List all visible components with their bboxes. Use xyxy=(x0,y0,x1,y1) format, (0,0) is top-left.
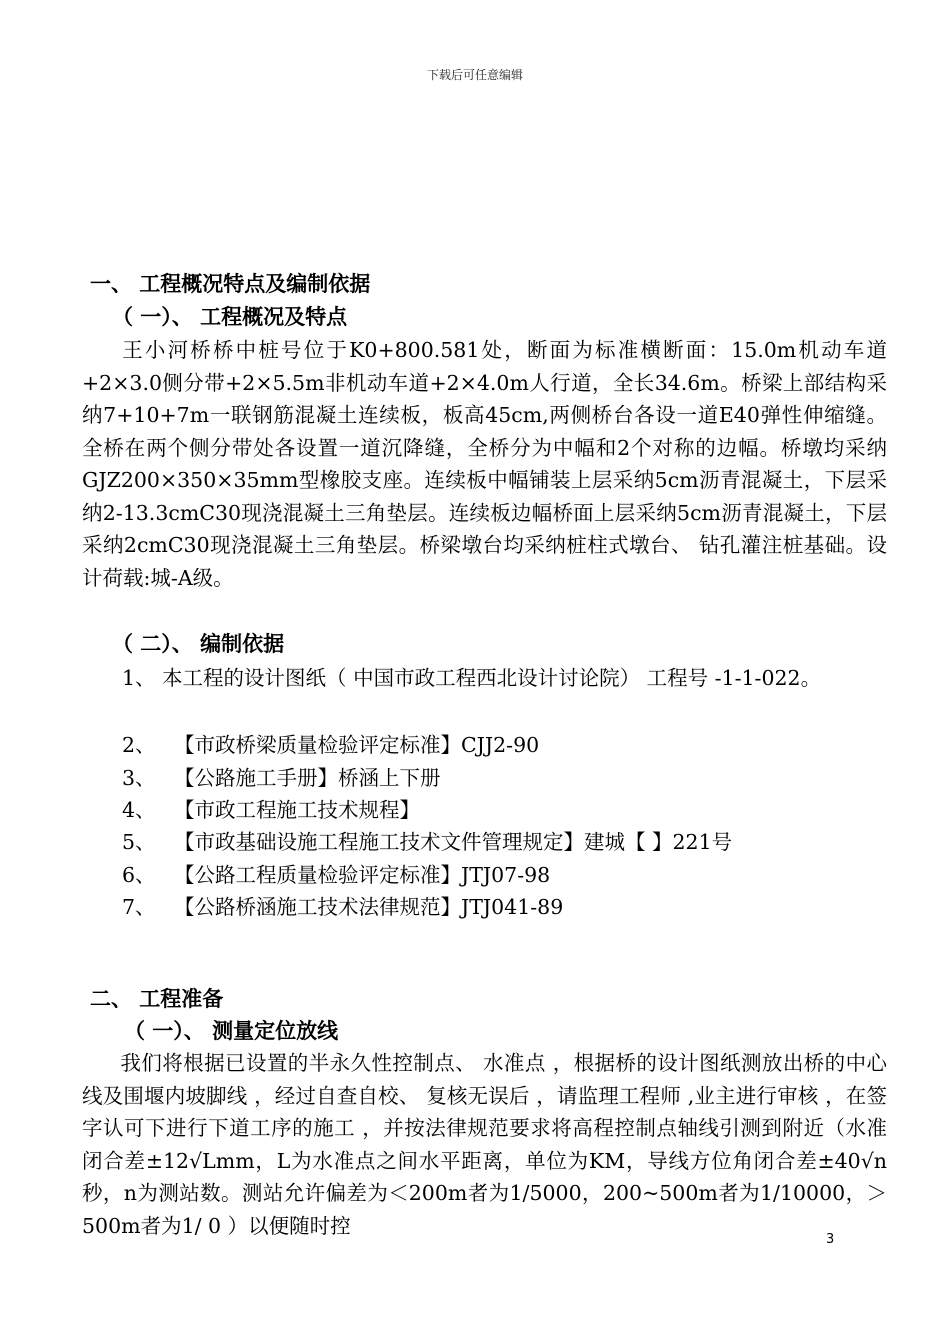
section-1-title: 一、 工程概况特点及编制依据 xyxy=(90,272,371,296)
reference-text: 【市政桥梁质量检验评定标准】CJJ2-90 xyxy=(174,733,540,757)
section-2-sub-1-paragraph xyxy=(82,1047,887,1242)
header-note: 下载后可任意编辑 xyxy=(426,68,523,82)
reference-item-6 xyxy=(122,858,550,888)
reference-text: 【市政基础设施工程施工技术文件管理规定】建城【 】221号 xyxy=(174,830,733,854)
section-2-title: 二、 工程准备 xyxy=(90,987,224,1011)
paragraph-text: 我们将根据已设置的半永久性控制点、 水准点 ，根据桥的设计图纸测放出桥的中心线及围堰内坡脚线 ，经过自查自校、 复核无误后 ，请监理工程师 ,业主进行审核 ，在签字认可下进行下道工序的施工 ，并按法律规范要求将高程控制点轴线引测到附近（水准闭合差±12√Lmm，L为水准点之间水平距离，单位为KM，导线方位角闭合差±40√n秒，n为测站数。测站允许偏差为＜200m者为1/5000，200~500m者为1/10000，＞500m者为1/ 0 ）以便随时控 xyxy=(82,1051,887,1238)
reference-text: 【市政工程施工技术规程】 xyxy=(174,798,420,822)
section-1-sub-1-paragraph xyxy=(82,334,887,594)
reference-number: 2、 xyxy=(122,733,156,757)
reference-text: 【公路工程质量检验评定标准】JTJ07-98 xyxy=(174,863,551,887)
reference-item-2 xyxy=(122,728,539,758)
reference-text: 【公路桥涵施工技术法律规范】JTJ041-89 xyxy=(174,895,564,919)
reference-item-4 xyxy=(122,793,420,823)
reference-text: 1、 本工程的设计图纸（ 中国市政工程西北设计讨论院） 工程号 -1-1-022。 xyxy=(122,666,822,690)
reference-item-7 xyxy=(122,890,563,920)
reference-number: 4、 xyxy=(122,798,156,822)
reference-item-5 xyxy=(122,825,732,855)
section-1-sub-1-title: （ 一）、 工程概况及特点 xyxy=(112,305,348,329)
paragraph-text: 王小河桥桥中桩号位于K0+800.581处，断面为标准横断面：15.0m机动车道+2×3.0侧分带+2×5.5m非机动车道+2×4.0m人行道，全长34.6m。桥梁上部结构采纳7+10+7m一联钢筋混凝土连续板，板高45cm,两侧桥台各设一道E40弹性伸缩缝。全桥在两个侧分带处各设置一道沉降缝，全桥分为中幅和2个对称的边幅。桥墩均采纳GJZ200×350×35mm型橡胶支座。连续板中幅铺装上层采纳5cm沥青混凝土，下层采纳2-13.3cmC30现浇混凝土三角垫层。连续板边幅桥面上层采纳5cm沥青混凝土，下层采纳2cmC30现浇混凝土三角垫层。桥梁墩台均采纳桩柱式墩台、 钻孔灌注桩基础。设计荷载:城-A级。 xyxy=(82,338,887,590)
page-number: 3 xyxy=(826,1232,835,1247)
reference-number: 6、 xyxy=(122,863,156,887)
section-2-sub-1-title: （ 一）、 测量定位放线 xyxy=(124,1019,339,1043)
reference-text: 【公路施工手册】桥涵上下册 xyxy=(174,766,441,790)
reference-item-1 xyxy=(82,662,887,695)
reference-item-3 xyxy=(122,761,441,791)
reference-number: 3、 xyxy=(122,766,156,790)
reference-number: 7、 xyxy=(122,895,156,919)
section-1-sub-2-title: （ 二）、 编制依据 xyxy=(112,632,285,656)
reference-number: 5、 xyxy=(122,830,156,854)
